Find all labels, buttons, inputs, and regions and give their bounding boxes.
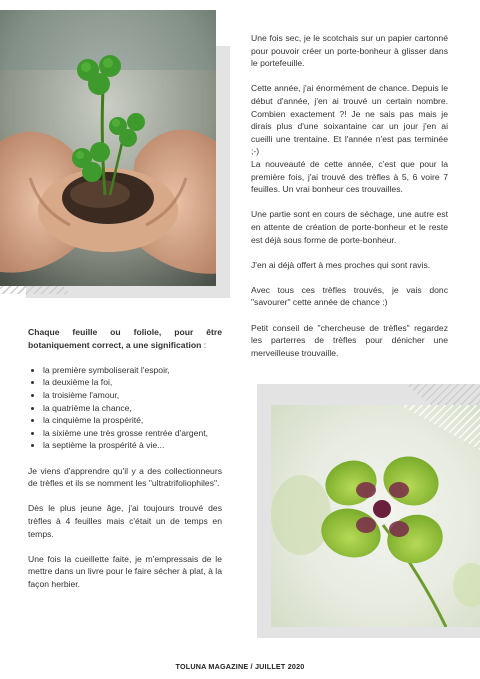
bottom-photo <box>271 405 480 627</box>
meanings-intro-paragraph <box>28 326 222 351</box>
list-item: • la cinquième la prospérité, <box>43 414 222 427</box>
right-paragraph-4: J'en ai déjà offert à mes proches qui sont ravis. <box>251 259 431 270</box>
left-paragraph-3: Une fois la cueillette faite, je m'empressais de le mettre dans un livre pour le faire sécher à plat, à la façon herbier. <box>28 553 222 589</box>
list-item: • la septième la prospérité à vie... <box>43 439 222 452</box>
right-paragraph-2b: La nouveauté de cette année, c'est que pour la première fois, j'ai trouvé des trèfles à 5, 6 voire 7 feuilles. Un vrai bonheur ces trouvailles. <box>251 158 448 195</box>
page-footer: TOLUNA MAGAZINE / JUILLET 2020 <box>175 662 305 671</box>
left-paragraph-1: Je viens d'apprendre qu'il y a des collectionneurs de trèfles et ils se nomment les "ultratrifoliophiles". <box>28 465 222 489</box>
right-paragraph-3: Une partie sont en cours de séchage, une autre est en attente de création de porte-bonheur et le reste est déjà sous forme de porte-bonheur. <box>251 209 448 245</box>
meanings-list <box>28 364 222 452</box>
left-column <box>28 326 222 603</box>
right-paragraph-2a: Cette année, j'ai énormément de chance. Depuis le début d'année, j'en ai trouvé un certain nombre. Combien exactement ?! Je ne sais pas mais je dirais plus d'une soixantaine car un jour j'en ai cueilli une trentaine. Et l'année n'est pas terminée ;-) <box>251 83 448 157</box>
left-paragraph-2: Dès le plus jeune âge, j'ai toujours trouvé des trèfles à 4 feuilles mais c'était un de temps en temps. <box>28 503 222 539</box>
meanings-intro-suffix: : <box>201 339 207 350</box>
list-item: • la troisième l'amour, <box>43 389 222 402</box>
right-column <box>251 32 448 372</box>
right-paragraph-5: Avec tous ces trèfles trouvés, je vais donc "savourer" cette année de chance :) <box>251 284 448 308</box>
top-photo <box>0 10 216 286</box>
list-item: • la sixième une très grosse rentrée d'argent, <box>43 427 222 440</box>
right-paragraph-6: Petit conseil de "chercheuse de trèfles" regardez les parterres de trèfles pour dénicher une merveilleuse trouvaille. <box>251 322 448 358</box>
meanings-intro: Chaque feuille ou foliole, pour être botaniquement correct, a une signification <box>28 327 222 350</box>
list-item: • la première symboliserait l'espoir, <box>43 364 222 377</box>
right-paragraph-1: Une fois sec, je le scotchais sur un papier cartonné pour pouvoir créer un porte-bonheur à glisser dans le portefeuille. <box>251 33 448 69</box>
list-item: • la quatrième la chance, <box>43 402 222 415</box>
list-item: • la deuxième la foi, <box>43 376 222 389</box>
